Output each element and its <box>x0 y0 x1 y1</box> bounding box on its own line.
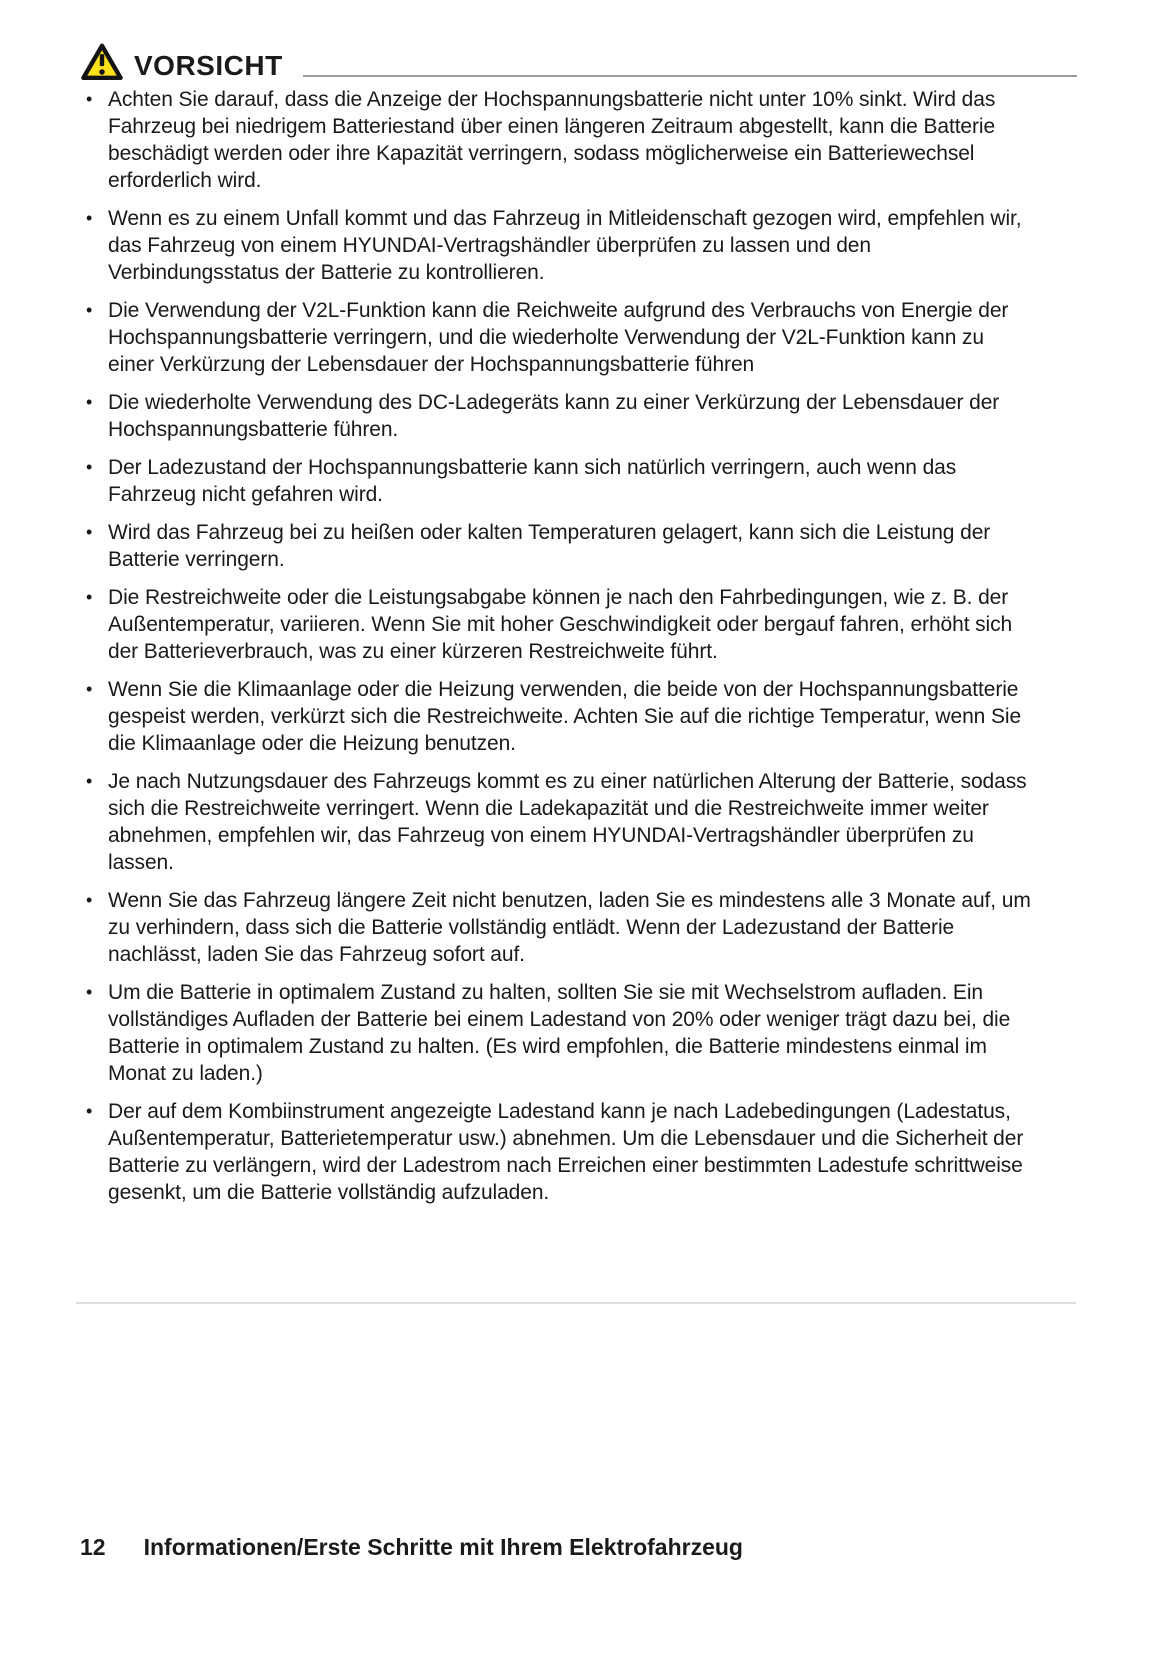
page-number: 12 <box>80 1534 106 1560</box>
caution-list-item: • Der Ladezustand der Hochspannungsbatterie kann sich natürlich verringern, auch wenn das Fahrzeug nicht gefahren wird. <box>78 454 1032 508</box>
caution-list-item: • Um die Batterie in optimalem Zustand zu halten, sollten Sie sie mit Wechselstrom aufladen. Ein vollständiges Aufladen der Batterie bei einem Ladestand von 20% oder weniger trägt dazu bei, die Batterie in optimalem Zustand zu halten. (Es wird empfohlen, die Batterie mindestens einmal im Monat zu laden.) <box>78 979 1032 1087</box>
caution-list-item: • Wenn Sie die Klimaanlage oder die Heizung verwenden, die beide von der Hochspannungsbatterie gespeist werden, verkürzt sich die Restreichweite. Achten Sie auf die richtige Temperatur, wenn Sie die Klimaanlage oder die Heizung benutzen. <box>78 676 1032 757</box>
warning-triangle-icon <box>80 42 124 82</box>
caution-list-item: • Je nach Nutzungsdauer des Fahrzeugs kommt es zu einer natürlichen Alterung der Batterie, sodass sich die Restreichweite verringert. Wenn die Ladekapazität und die Restreichweite immer weiter abnehmen, empfehlen wir, das Fahrzeug von einem HYUNDAI-Vertragshändler überprüfen zu lassen. <box>78 768 1032 876</box>
caution-list-item: • Wenn Sie das Fahrzeug längere Zeit nicht benutzen, laden Sie es mindestens alle 3 Monate auf, um zu verhindern, dass sich die Batterie vollständig entlädt. Wenn der Ladezustand der Batterie nachlässt, laden Sie das Fahrzeug sofort auf. <box>78 887 1032 968</box>
footer-section-title: Informationen/Erste Schritte mit Ihrem Elektrofahrzeug <box>143 1534 743 1560</box>
caution-list-item: • Die wiederholte Verwendung des DC-Ladegeräts kann zu einer Verkürzung der Lebensdauer der Hochspannungsbatterie führen. <box>78 389 1032 443</box>
caution-list-item: • Die Restreichweite oder die Leistungsabgabe können je nach den Fahrbedingungen, wie z. B. der Außentemperatur, variieren. Wenn Sie mit hoher Geschwindigkeit oder bergauf fahren, erhöht sich der Batterieverbrauch, was zu einer kürzeren Restreichweite führt. <box>78 584 1032 665</box>
page-footer <box>80 1533 743 1561</box>
caution-header-rule <box>303 75 1077 77</box>
caution-list-item: • Achten Sie darauf, dass die Anzeige der Hochspannungsbatterie nicht unter 10% sinkt. Wird das Fahrzeug bei niedrigem Batteriestand über einen längeren Zeitraum abgestellt, kann die Batterie beschädigt werden oder ihre Kapazität verringern, sodass möglicherweise ein Batteriewechsel erforderlich wird. <box>78 86 1032 194</box>
caution-list-item: • Die Verwendung der V2L-Funktion kann die Reichweite aufgrund des Verbrauchs von Energie der Hochspannungsbatterie verringern, und die wiederholte Verwendung der V2L-Funktion kann zu einer Verkürzung der Lebensdauer der Hochspannungsbatterie führen <box>78 297 1032 378</box>
caution-list-item: • Wird das Fahrzeug bei zu heißen oder kalten Temperaturen gelagert, kann sich die Leistung der Batterie verringern. <box>78 519 1032 573</box>
caution-header <box>80 42 1077 82</box>
caution-list-item: • Der auf dem Kombiinstrument angezeigte Ladestand kann je nach Ladebedingungen (Ladestatus, Außentemperatur, Batterietemperatur usw.) abnehmen. Um die Lebensdauer und die Sicherheit der Batterie zu verlängern, wird der Ladestrom nach Erreichen einer bestimmten Ladestufe schrittweise gesenkt, um die Batterie vollständig aufzuladen. <box>78 1098 1032 1206</box>
caution-title: VORSICHT <box>134 50 283 81</box>
caution-list <box>78 86 1032 1217</box>
section-divider <box>76 1302 1076 1304</box>
caution-list-item: • Wenn es zu einem Unfall kommt und das Fahrzeug in Mitleidenschaft gezogen wird, empfehlen wir, das Fahrzeug von einem HYUNDAI-Vertragshändler überprüfen zu lassen und den Verbindungsstatus der Batterie zu kontrollieren. <box>78 205 1032 286</box>
